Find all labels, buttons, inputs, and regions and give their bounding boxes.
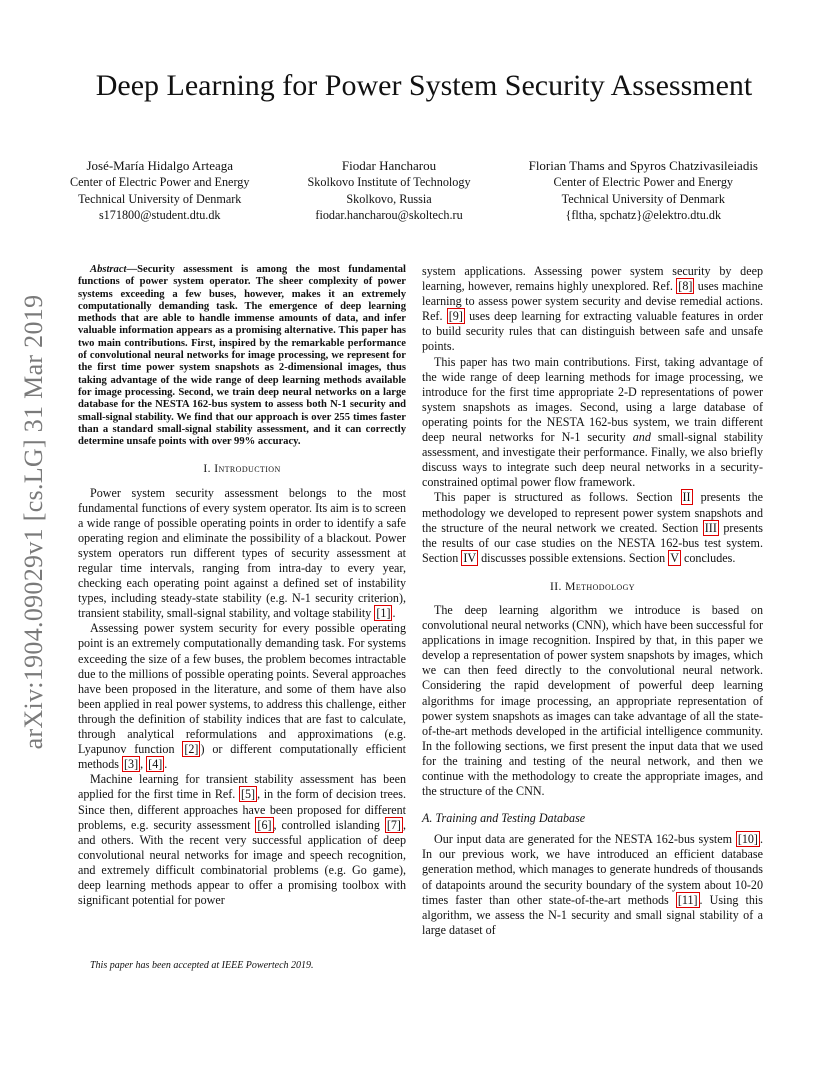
right-column xyxy=(422,264,763,938)
author-affiliation: Skolkovo, Russia xyxy=(346,191,432,206)
author-affiliation: Center of Electric Power and Energy xyxy=(553,175,734,190)
author-affiliation: Center of Electric Power and Energy xyxy=(70,175,250,190)
footnote: This paper has been accepted at IEEE Powertech 2019. xyxy=(90,960,314,971)
author-email: {fltha, spchatz}@elektro.dtu.dk xyxy=(565,208,722,223)
citation-link[interactable]: [6] xyxy=(257,817,272,832)
section-link[interactable]: II xyxy=(682,490,691,505)
citation-link[interactable]: [11] xyxy=(677,892,698,907)
author-block xyxy=(70,158,758,224)
author-2 xyxy=(307,158,470,224)
author-email: fiodar.hancharou@skoltech.ru xyxy=(315,208,463,223)
abstract xyxy=(78,264,406,448)
section-link[interactable]: IV xyxy=(463,550,477,565)
citation-link[interactable]: [4] xyxy=(148,757,163,772)
paragraph: This paper is structured as follows. Section II presents the methodology we developed to represent power system snapshots and the structure of the neural network we created. Section III presents the results of our case studies on the NESTA 162-bus test system. Section IV discusses possible extensions. Section V concludes. xyxy=(422,490,764,565)
author-name: José-María Hidalgo Arteaga xyxy=(86,158,234,173)
author-affiliation: Technical University of Denmark xyxy=(78,191,242,206)
abstract-text: —Security assessment is among the most fundamental functions of power system operator. The sheer complexity of power systems exceeding a few buses, however, makes it an extremely computationally demanding task. The emergence of deep learning methods that are able to handle immense amounts of data, and infer valuable information appears as a promising alternative. This paper has two main contributions. First, inspired by the remarkable performance of convolutional neural networks for image processing, we represent for the first time power system snapshots as 2-dimensional images, thus taking advantage of the wide range of deep learning methods available for image processing. Second, we train deep neural networks on a large database for the NESTA 162-bus system to assess both N-1 security and small-signal stability. We find that our approach is over 255 times faster than a standard small-signal stability assessment, and it can correctly determine unsafe points with over 99% accuracy. xyxy=(78,264,406,448)
subsection-heading: A. Training and Testing Database xyxy=(422,811,586,826)
paragraph: This paper has two main contributions. First, taking advantage of the wide range of deep learning methods for image processing, we introduce for the first time appropriate 2-D representations of power system snapshots as images. Second, using a large database of operating points for the NESTA 162-bus system, we train different deep neural networks for N-1 security and small-signal stability assessment, and investigate their performance. Finally, we also briefly discuss ways to integrate such deep neural networks in a security-constrained optimal power flow framework. xyxy=(422,354,763,490)
author-3 xyxy=(529,158,758,224)
arxiv-id: arXiv:1904.09029v1 [cs.LG] 31 Mar 2019 xyxy=(19,294,48,750)
paragraph: The deep learning algorithm we introduce is based on convolutional neural networks (CNN), which have been successful for applications in image recognition. Inspired by that, in this paper we develop a representation of power system snapshots by images, which we can then feed directly to the convolutional neural network. Considering the rapid development of powerful deep learning algorithms for image processing, an appropriate representation of power system snapshots as images can take advantage of all the state-of-the-art methods developed in the artificial intelligence community. In the following sections, we first present the input data that we used for the training and testing of the neural network, and then we continue with the methodology to create the appropriate images, and the structure of the CNN. xyxy=(422,602,763,799)
section-heading-methodology: II. Methodology xyxy=(550,579,635,593)
paragraph: Power system security assessment belongs to the most fundamental functions of every system operator. Its aim is to screen a wide range of possible operating points in order to identify a safe operating region and eliminate the possibility of a blackout. Power system operators run different types of security assessment at regular time intervals, ranging from intra-day to every year, checking each operating point against a defined set of instability types, including steady-state stability (e.g. N-1 security criterion), transient stability, small-signal stability, and voltage stability [1] . xyxy=(78,485,406,621)
paper-title: Deep Learning for Power System Security Assessment xyxy=(95,69,753,102)
author-affiliation: Technical University of Denmark xyxy=(561,191,725,206)
author-name: Florian Thams and Spyros Chatzivasileiadis xyxy=(528,158,758,173)
citation-link[interactable]: [10] xyxy=(737,832,758,847)
abstract-label: Abstract xyxy=(90,264,127,275)
section-link[interactable]: V xyxy=(670,550,679,565)
paragraph: Machine learning for transient stability assessment has been applied for the first time in Ref. [5] , in the form of decision trees. Since then, different approaches have been proposed for different problems, e.g. security assessment [6] , controlled islanding [7] , and others. With the recent very successful application of deep convolutional neural networks for image and speech recognition, and extremely difficult combinatorial problems (e.g. Go game), deep learning methods appear to offer a promising toolbox with significant potential for power xyxy=(78,772,406,908)
author-1 xyxy=(70,158,249,224)
citation-link[interactable]: [9] xyxy=(448,309,463,324)
paragraph: Our input data are generated for the NESTA 162-bus system [10] . In our previous work, we have introduced an efficient database generation method, which manages to generate hundreds of thousands of datapoints around the security boundary of the system about 10-20 times faster than other state-of-the-art methods [11] . Using this algorithm, we assess the N-1 security and small signal stability of a large dataset of xyxy=(422,832,763,937)
citation-link[interactable]: [7] xyxy=(386,817,401,832)
citation-link[interactable]: [5] xyxy=(240,787,256,802)
citation-link[interactable]: [3] xyxy=(124,757,139,772)
citation-link[interactable]: [2] xyxy=(184,742,199,757)
paragraph: system applications. Assessing power system security by deep learning, however, remains highly unexplored. Ref. [8] uses machine learning to assess power system security and devise remedial actions. Ref. [9] uses deep learning for extracting valuable features in order to build security rules that can distinguish between safe and unsafe points. xyxy=(422,264,764,354)
left-column xyxy=(78,264,406,908)
section-link[interactable]: III xyxy=(704,520,717,535)
citation-link[interactable]: [1] xyxy=(376,606,391,621)
section-heading-introduction: I. Introduction xyxy=(203,462,281,476)
arxiv-watermark xyxy=(14,283,54,761)
author-name: Fiodar Hancharou xyxy=(341,158,437,173)
citation-link[interactable]: [8] xyxy=(678,279,693,294)
paragraph: Assessing power system security for every possible operating point is an extremely computationally demanding task. For systems exceeding the size of a few buses, the problem becomes intractable due to the millions of possible operating points. Several approaches have been proposed in the literature, and some of them have also been applied in real power systems, to address this challenge, either through the definition of stability indices that are fast to calculate, through analytical reformulations and approximations (e.g. Lyapunov function [2] ) or different computationally efficient methods [3] , [4] . xyxy=(78,621,406,772)
author-affiliation: Skolkovo Institute of Technology xyxy=(307,175,471,190)
author-email: s171800@student.dtu.dk xyxy=(98,208,221,223)
